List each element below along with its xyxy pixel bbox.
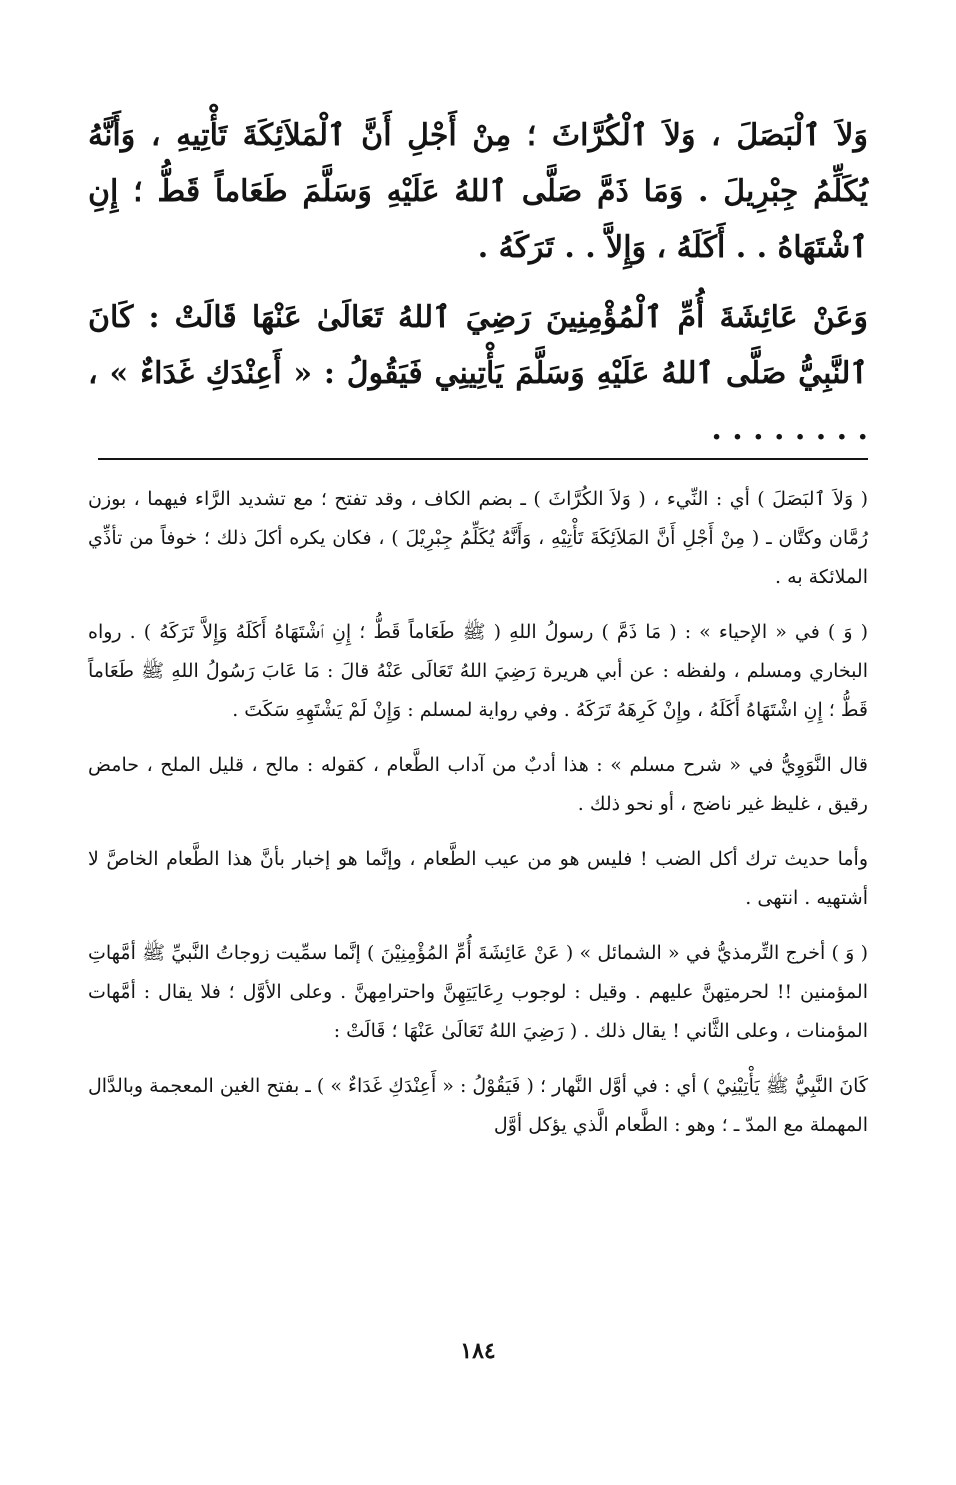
commentary-paragraph-3 — [88, 746, 868, 824]
page-number: ١٨٤ — [460, 1338, 496, 1364]
book-page — [88, 108, 868, 1398]
main-paragraph-text: وَعَنْ عَائِشَةَ أُمِّ ٱلْمُؤْمِنِينَ رَضِيَ ٱللهُ تَعَالَىٰ عَنْهَا قَالَتْ : كَانَ ٱلنَّبِيُّ صَلَّى ٱللهُ عَلَيْهِ وَسَلَّمَ يَأْتِينِي فَيَقُولُ : « أَعِنْدَكِ غَدَاءٌ » ، . . . . . . . . — [88, 300, 868, 447]
commentary-paragraph-5 — [88, 934, 868, 1051]
section-divider — [98, 458, 868, 460]
main-paragraph-1 — [88, 108, 868, 276]
commentary-paragraph-text: ( وَ ) أخرج التِّرمذيُّ في « الشمائل » ( عَنْ عَائِشَةَ أُمِّ المُؤْمِنِيْنَ ) إنَّما سمِّيت زوجاتُ النَّبيِّ ﷺ أمَّهاتِ المؤمنين !! لحرمتِهنَّ عليهم . وقيل : لوجوب رِعَايَتِهِنَّ واحترامِهنَّ . وعلى الأوَّل ؛ فلا يقال : أمَّهات المؤمنات ، وعلى الثَّاني ! يقال ذلك . ( رَضِيَ اللهُ تَعَالَىٰ عَنْهَا ؛ قَالَتْ : — [88, 942, 868, 1042]
commentary-paragraph-4 — [88, 840, 868, 918]
main-text-section — [88, 108, 868, 458]
commentary-paragraph-text: ( وَ ) في « الإحياء » : ( مَا ذَمَّ ) رسولُ اللهِ ( ﷺ طَعَاماً قَطُّ ؛ إِنِ ٱشْتَهَاهُ أَكَلَهُ وَإِلاَّ تَرَكَهُ ) . رواه البخاري ومسلم ، ولفظه : عن أبي هريرة رَضِيَ اللهُ تَعَالَى عَنْهُ قالَ : مَا عَابَ رَسُولُ اللهِ ﷺ طَعَاماً قَطُّ ؛ إِنِ اشْتَهَاهُ أَكَلَهُ ، وإِنْ كَرِهَهُ تَرَكَهُ . وفي رواية لمسلم : وَإِنْ لَمْ يَشْتَهِهِ سَكَتَ . — [88, 621, 868, 721]
commentary-section — [88, 480, 868, 1145]
main-paragraph-2 — [88, 290, 868, 458]
commentary-paragraph-text: ( وَلاَ ٱلبَصَلَ ) أي : النِّيء ، ( وَلاَ الكُرَّاثَ ) ـ بضم الكاف ، وقد تفتح ؛ مع تشديد الرَّاء فيهما ، بوزن رُمَّان وكتَّان ـ ( مِنْ أَجْلِ أَنَّ المَلاَئِكَةَ تَأْتِيْهِ ، وَأَنَّهُ يُكَلِّمُ جِبْرِيْلَ ) ، فكان يكره أكلَ ذلك ؛ خوفاً من تأذِّي الملائكة به . — [88, 488, 868, 588]
commentary-paragraph-1 — [88, 480, 868, 597]
commentary-paragraph-6 — [88, 1067, 868, 1145]
commentary-paragraph-text: وأما حديث ترك أكل الضب ! فليس هو من عيب الطَّعام ، وإنَّما هو إخبار بأنَّ هذا الطَّعام الخاصَّ لا أشتهيه . انتهى . — [88, 848, 868, 909]
main-paragraph-text: وَلاَ ٱلْبَصَلَ ، وَلاَ ٱلْكُرَّاثَ ؛ مِنْ أَجْلِ أَنَّ ٱلْمَلاَئِكَةَ تَأْتِيهِ ، وَأَنَّهُ يُكَلِّمُ جِبْرِيلَ . وَمَا ذَمَّ صَلَّى ٱللهُ عَلَيْهِ وَسَلَّمَ طَعَاماً قَطُّ ؛ إِنِ ٱشْتَهَاهُ . . أَكَلَهُ ، وَإِلاَّ . . تَرَكَهُ . — [88, 118, 868, 265]
commentary-paragraph-text: قال النَّوَوِيُّ في « شرح مسلم » : هذا أدبٌ من آداب الطَّعام ، كقوله : مالح ، قليل الملح ، حامض رقيق ، غليظ غير ناضج ، أو نحو ذلك . — [88, 754, 868, 815]
commentary-paragraph-text: كَانَ النَّبِيُّ ﷺ يَأْتِيْنِيْ ) أي : في أوَّل النَّهار ؛ ( فَيَقُوْلُ : « أَعِنْدَكِ غَدَاءٌ » ) ـ بفتح الغين المعجمة وبالدَّال المهملة مع المدّ ـ ؛ وهو : الطَّعام الَّذي يؤكل أوَّل — [88, 1075, 868, 1136]
commentary-paragraph-2 — [88, 613, 868, 730]
